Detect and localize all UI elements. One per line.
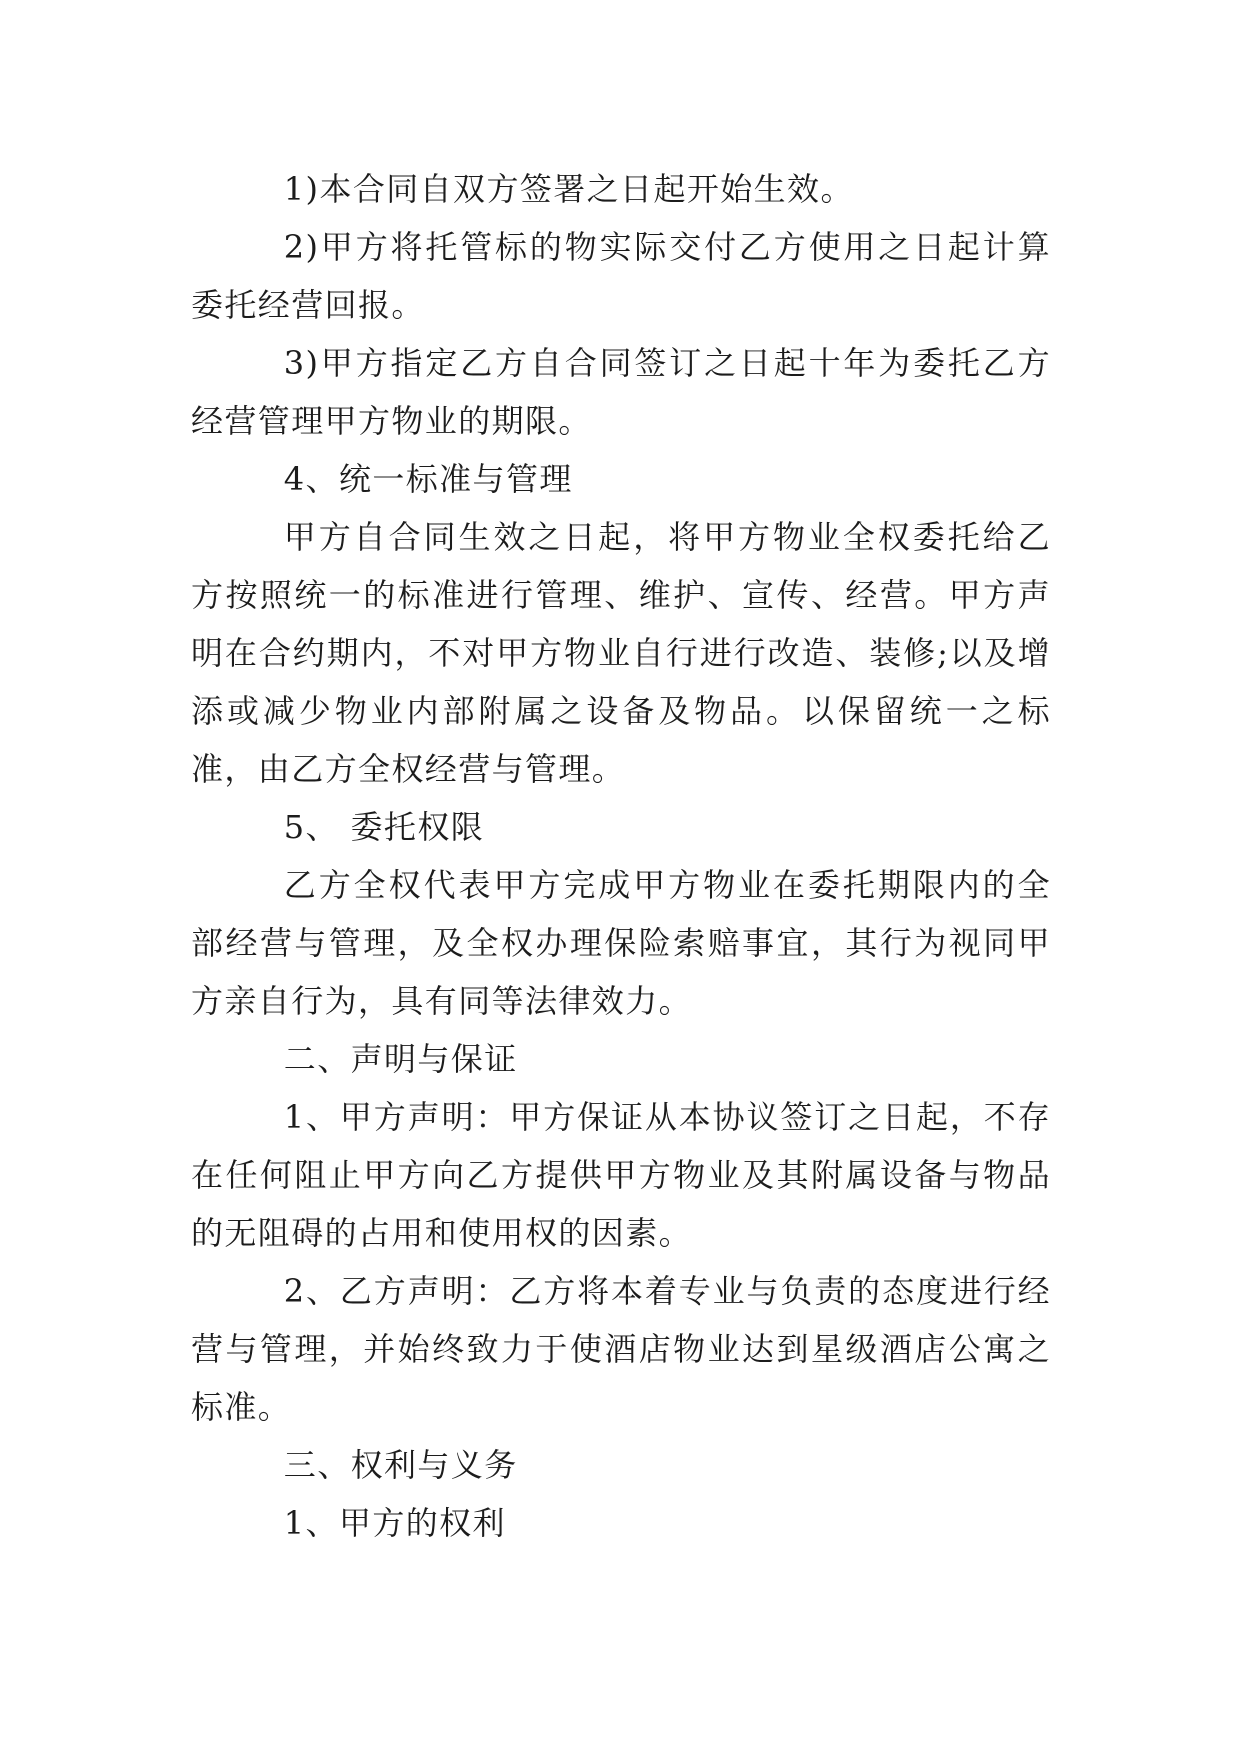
paragraph-standards: 甲方自合同生效之日起，将甲方物业全权委托给乙方按照统一的标准进行管理、维护、宣传、经营。甲方声明在合约期内，不对甲方物业自行进行改造、装修;以及增添或减少物业内部附属之设备及物品。以保留统一之标准，由乙方全权经营与管理。 (191, 518, 1051, 788)
paragraph-party-a-declaration: 1、甲方声明：甲方保证从本协议签订之日起，不存在任何阻止甲方向乙方提供甲方物业及其附属设备与物品的无阻碍的占用和使用权的因素。 (191, 1098, 1051, 1252)
clause-term: 3)甲方指定乙方自合同签订之日起十年为委托乙方经营管理甲方物业的期限。 (191, 344, 1051, 440)
subheading-party-a-rights: 1、甲方的权利 (283, 1504, 506, 1542)
document-body (191, 160, 1051, 1552)
section-heading-standards: 4、统一标准与管理 (283, 460, 573, 498)
section-heading-authority: 5、 委托权限 (283, 808, 485, 846)
section-heading-rights: 三、权利与义务 (283, 1446, 518, 1484)
paragraph-authority: 乙方全权代表甲方完成甲方物业在委托期限内的全部经营与管理，及全权办理保险索赔事宜，其行为视同甲方亲自行为，具有同等法律效力。 (191, 866, 1051, 1020)
paragraph-party-b-declaration: 2、乙方声明：乙方将本着专业与负责的态度进行经营与管理，并始终致力于使酒店物业达到星级酒店公寓之标准。 (191, 1272, 1051, 1426)
clause-effective-date: 1)本合同自双方签署之日起开始生效。 (283, 170, 854, 208)
section-heading-declarations: 二、声明与保证 (283, 1040, 518, 1078)
clause-return-start: 2)甲方将托管标的物实际交付乙方使用之日起计算委托经营回报。 (191, 228, 1051, 324)
